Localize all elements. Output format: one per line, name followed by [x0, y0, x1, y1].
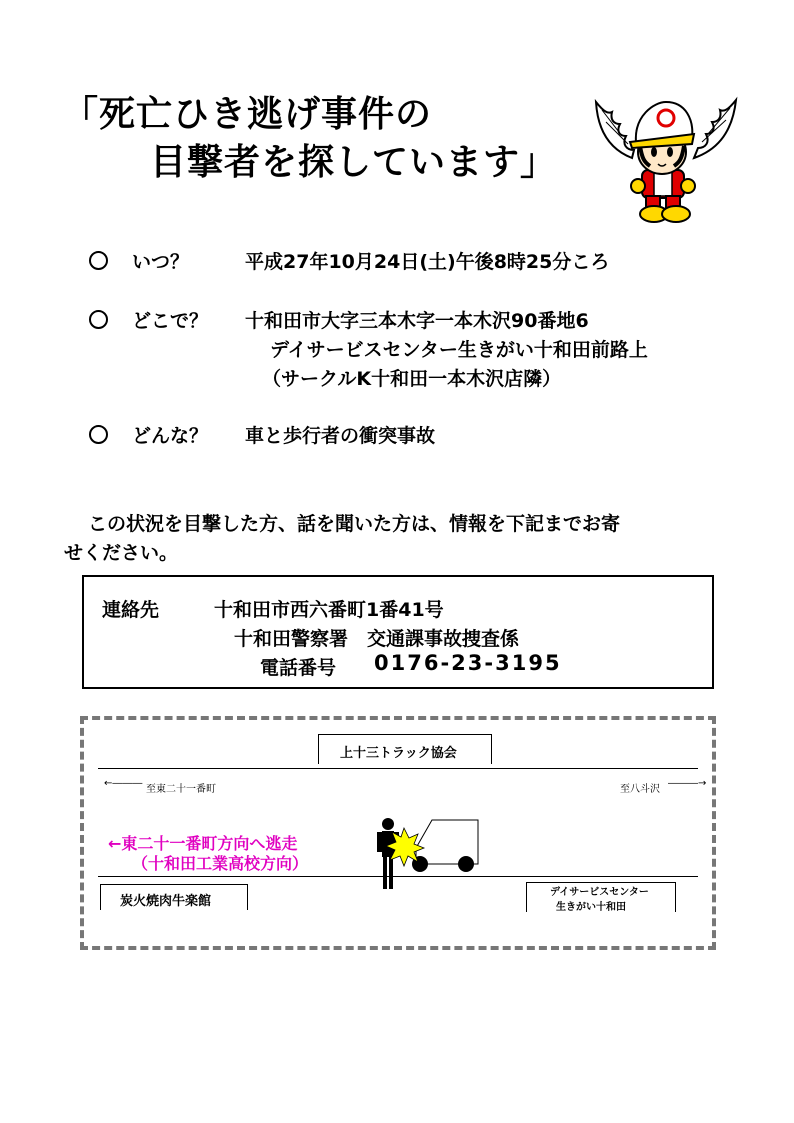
item-where-label: どこで？: [132, 310, 209, 332]
item-where-line-1: 十和田市大字三本木字一本木沢90番地6: [245, 310, 589, 332]
contact-box: [82, 575, 714, 689]
building-bottom-left-label: 炭火焼肉牛楽館: [120, 894, 212, 909]
contact-office: 十和田警察署 交通課事故捜査係: [234, 628, 520, 650]
item-where-line-3: （サークルK十和田一本木沢店隣）: [262, 368, 562, 390]
bullet-circle-icon: [89, 425, 108, 444]
right-direction-label: 至八斗沢: [620, 784, 660, 795]
car-icon: [412, 820, 478, 872]
item-where-line-2: デイサービスセンター生きがい十和田前路上: [270, 339, 648, 361]
escape-direction-line-1: ←東二十一番町方向へ逃走: [108, 834, 298, 853]
bullet-circle-icon: [89, 251, 108, 270]
left-arrow-icon: ←―――: [104, 778, 143, 789]
message-line-1: この状況を目撃した方、話を聞いた方は、情報を下記までお寄: [88, 513, 621, 535]
collision-illustration: [374, 816, 484, 896]
title-line-2: 目撃者を探しています」: [150, 142, 558, 183]
building-top-label: 上十三トラック協会: [340, 746, 457, 761]
road-edge-top: [98, 768, 698, 769]
contact-phone-label: 電話番号: [260, 657, 337, 679]
item-what-label: どんな？: [132, 425, 209, 447]
left-direction-label: 至東二十一番町: [146, 784, 216, 795]
building-bottom-right-label-1: デイサービスセンター: [550, 887, 649, 898]
contact-phone: 0176-23-3195: [374, 651, 562, 675]
message-line-2: せください。: [64, 542, 179, 564]
title-line-1: 「死亡ひき逃げ事件の: [62, 94, 433, 135]
contact-label: 連絡先: [102, 599, 160, 621]
building-bottom-right-label-2: 生きがい十和田: [556, 902, 626, 913]
item-when-label: いつ？: [132, 251, 190, 273]
right-arrow-icon: ―――→: [668, 778, 707, 789]
escape-direction-line-2: （十和田工業高校方向）: [132, 854, 309, 873]
bullet-circle-icon: [89, 310, 108, 329]
contact-address: 十和田市西六番町1番41号: [214, 599, 444, 621]
accident-map: [80, 716, 716, 950]
item-when-value: 平成27年10月24日(土)午後8時25分ころ: [245, 251, 610, 273]
item-what-value: 車と歩行者の衝突事故: [245, 425, 436, 447]
winged-helmet-mascot-icon: [594, 96, 738, 226]
